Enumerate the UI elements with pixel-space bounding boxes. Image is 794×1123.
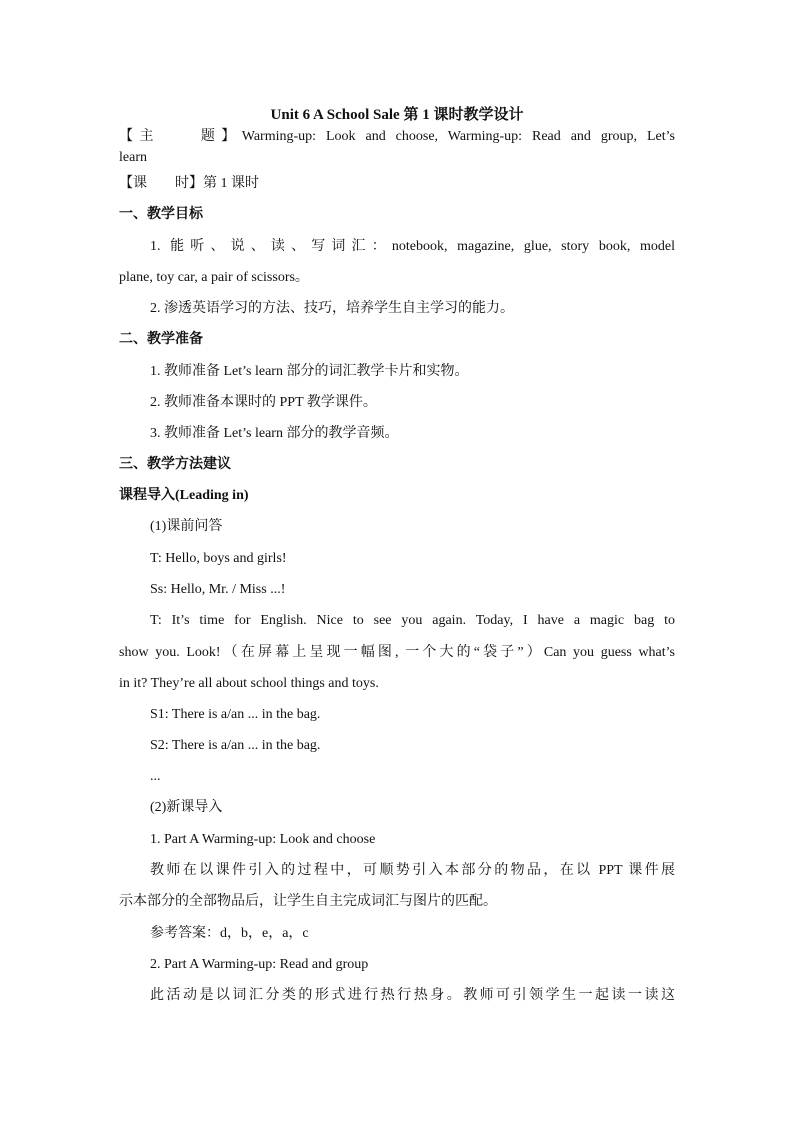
reference-answers: 参考答案：d，b，e，a，c: [150, 926, 309, 941]
preparation-3: 3. 教师准备 Let’s learn 部分的教学音频。: [150, 426, 399, 441]
objective-1-continued: plane, toy car, a pair of scissors。: [119, 270, 309, 285]
step2-text-1: 此活动是以词汇分类的形式进行热行热身。教师可引领学生一起读一读这: [150, 988, 675, 1003]
step1-text-2: 示本部分的全部物品后，让学生自主完成词汇与图片的匹配。: [119, 894, 497, 909]
ellipsis-line: ...: [150, 769, 161, 784]
document-title: Unit 6 A School Sale 第 1 课时教学设计: [270, 107, 524, 123]
lesson-text: 第 1 课时: [203, 176, 259, 191]
step2-title: 2. Part A Warming-up: Read and group: [150, 957, 369, 972]
teacher-line-3: in it? They’re all about school things and toys.: [119, 676, 379, 691]
student-2-line: S2: There is a/an ... in the bag.: [150, 738, 321, 753]
section3-heading: 三、教学方法建议: [119, 457, 231, 472]
dialogue-line-2: Ss: Hello, Mr. / Miss ...!: [150, 582, 286, 597]
preparation-2: 2. 教师准备本课时的 PPT 教学课件。: [150, 395, 377, 410]
part2-label: (2)新课导入: [150, 800, 223, 815]
preparation-1: 1. 教师准备 Let’s learn 部分的词汇教学卡片和实物。: [150, 364, 469, 379]
theme-label: 【主 题】: [119, 129, 242, 144]
step1-text-1: 教师在以课件引入的过程中，可顺势引入本部分的物品，在以 PPT 课件展: [150, 863, 675, 878]
step1-title: 1. Part A Warming-up: Look and choose: [150, 832, 376, 847]
theme-line: [119, 127, 675, 147]
lesson-line: [119, 174, 675, 194]
objective-1: 1. 能听、说、读、写词汇：notebook, magazine, glue, story book, model: [150, 239, 675, 254]
theme-text-continued: learn: [119, 150, 147, 165]
lesson-label: 【课 时】: [119, 176, 203, 191]
section2-heading: 二、教学准备: [119, 332, 203, 347]
objective-2: 2. 渗透英语学习的方法、技巧，培养学生自主学习的能力。: [150, 301, 514, 316]
dialogue-line-1: T: Hello, boys and girls!: [150, 551, 287, 566]
leading-in-heading: 课程导入(Leading in): [119, 488, 249, 503]
theme-text: Warming-up: Look and choose, Warming-up: Read and group, Let’s: [241, 129, 676, 144]
section1-heading: 一、教学目标: [119, 207, 203, 222]
teacher-line-1: T: It’s time for English. Nice to see you again. Today, I have a magic bag to: [150, 613, 675, 628]
teacher-line-2: show you. Look!（在屏幕上呈现一幅图, 一个大的“袋子”）Can you guess what’s: [119, 645, 675, 660]
student-1-line: S1: There is a/an ... in the bag.: [150, 707, 321, 722]
part1-label: (1)课前问答: [150, 519, 223, 534]
